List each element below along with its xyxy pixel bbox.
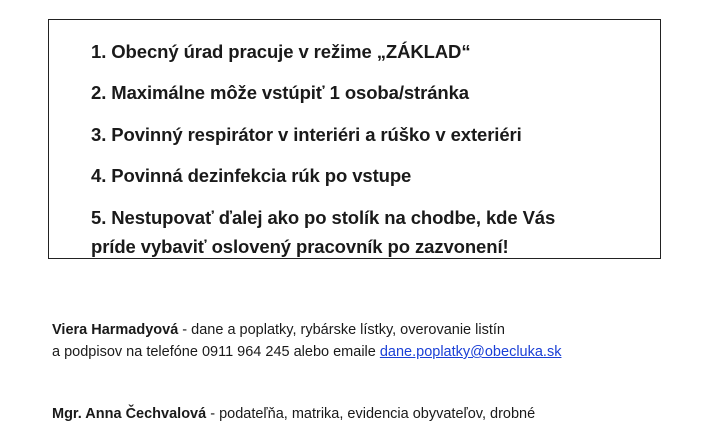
contact-cechvalova — [52, 403, 535, 425]
contact-line-1 — [52, 403, 535, 425]
rule-5: 5. Nestupovať ďalej ako po stolík na chodbe, kde Vás — [91, 207, 556, 228]
contact-name: Mgr. Anna Čechvalová — [52, 406, 207, 422]
email-link[interactable]: dane.poplatky@obecluka.sk — [379, 344, 562, 360]
rule-1: 1. Obecný úrad pracuje v režime „ZÁKLAD“ — [91, 41, 471, 62]
contact-description: - podateľňa, matrika, evidencia obyvateľov, drobné — [206, 406, 536, 422]
contact-harmadyova — [52, 319, 561, 363]
rule-2: 2. Maximálne môže vstúpiť 1 osoba/stránka — [91, 82, 469, 103]
contact-description: - dane a poplatky, rybárske lístky, overovanie listín — [178, 322, 505, 338]
rule-5-continuation: príde vybaviť oslovený pracovník po zazvonení! — [91, 236, 509, 257]
contact-line-1 — [52, 319, 561, 341]
contact-name: Viera Harmadyová — [52, 322, 179, 338]
rule-4: 4. Povinná dezinfekcia rúk po vstupe — [91, 165, 412, 186]
contact-phone-text: a podpisov na telefóne 0911 964 245 alebo emaile — [52, 344, 380, 360]
rule-3: 3. Povinný respirátor v interiéri a rúško v exteriéri — [91, 124, 522, 145]
rules-box — [48, 19, 661, 259]
contact-line-2 — [52, 341, 561, 363]
